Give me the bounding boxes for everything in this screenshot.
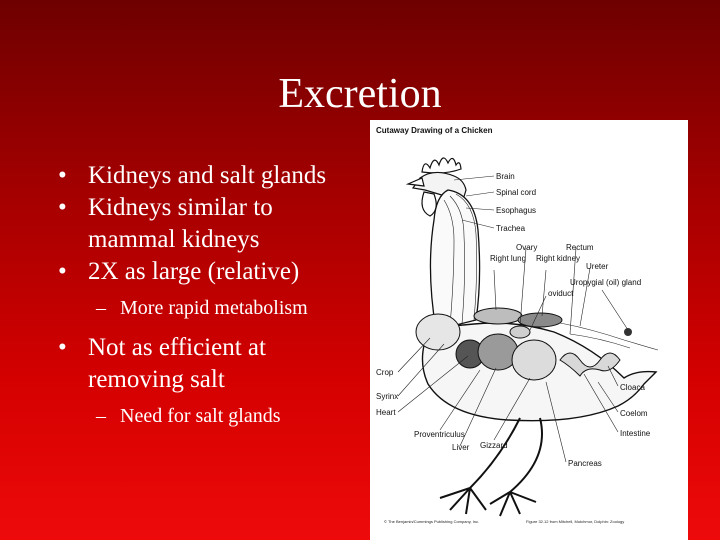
oil-gland [624,328,632,336]
label-syrinx: Syrinx [376,392,399,401]
label-proventriculus: Proventriculus [414,430,465,439]
label-esophagus: Esophagus [496,206,537,215]
label-coelom: Coelom [620,409,648,418]
liver-organ [478,334,518,370]
bullet-dot-icon: • [58,194,67,221]
crop-organ [416,314,460,350]
label-crop: Crop [376,368,394,377]
sub-bullet-dash-icon: – [96,297,106,319]
label-ureter: Ureter [586,262,609,271]
chicken-cutaway-figure [370,120,688,540]
figure-title: Cutaway Drawing of a Chicken [376,126,493,135]
slide-title: Excretion [278,71,442,117]
sub-bullet-item [56,296,356,320]
label-gizzard: Gizzard [480,441,508,450]
bullet-dot-icon: • [58,258,67,285]
figure-credit-right: Figure 32.12 from Mitchell, Mutchmor, Dolphin: Zoology [526,519,625,524]
label-heart: Heart [376,408,396,417]
sub-bullet-dash-icon: – [96,405,106,427]
bullet-text: Not as efficient at removing salt [88,334,266,393]
bullet-text: Kidneys and salt glands [88,162,327,189]
ovary-organ [510,326,530,338]
label-brain: Brain [496,172,515,181]
bullet-dot-icon: • [58,162,67,189]
neck-shape [430,190,479,330]
label-liver: Liver [452,443,470,452]
wattle-shape [422,192,436,216]
label-pancreas: Pancreas [568,459,602,468]
bullet-text: Kidneys similar to mammal kidneys [88,194,273,253]
label-oviduct: oviduct [548,289,574,298]
bullet-item [56,192,356,256]
bullet-item [56,256,356,288]
bullet-item [56,160,356,192]
label-uropygial-gland: Uropygial (oil) gland [570,278,642,287]
figure-credit-left: © The Benjamin/Cummings Publishing Company, Inc. [384,519,480,524]
bullet-text: 2X as large (relative) [88,258,300,285]
beak-shape [408,178,424,186]
kidney-organ [518,313,562,327]
gizzard-organ [512,340,556,380]
label-rectum: Rectum [566,243,594,252]
bullet-list [56,160,356,440]
label-ovary: Ovary [516,243,538,252]
chicken-diagram [370,120,688,540]
leg-shape [490,418,542,516]
sub-bullet-item [56,404,356,428]
label-spinal-cord: Spinal cord [496,188,537,197]
label-right-lung: Right lung [490,254,527,263]
lung-organ [474,308,522,324]
label-right-kidney: Right kidney [536,254,581,263]
sub-bullet-text: Need for salt glands [120,405,281,427]
label-cloaca: Cloaca [620,383,645,392]
label-trachea: Trachea [496,224,526,233]
comb-shape [422,158,461,173]
bullet-dot-icon: • [58,334,67,361]
label-intestine: Intestine [620,429,651,438]
sub-bullet-text: More rapid metabolism [120,297,308,319]
bullet-item [56,332,356,396]
